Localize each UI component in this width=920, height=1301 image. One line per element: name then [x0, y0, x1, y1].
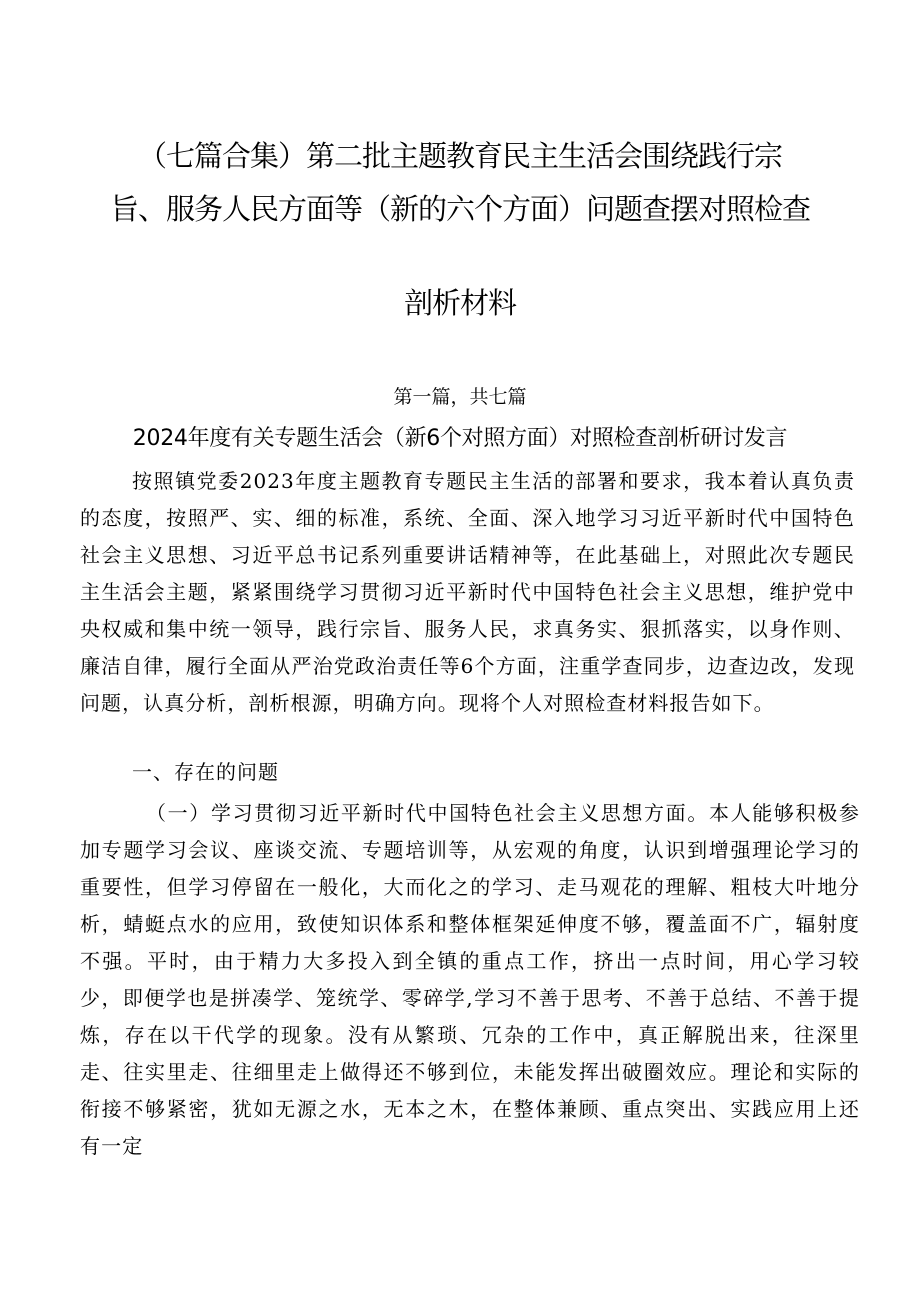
document-title-line-3: 剖析材料 [403, 286, 516, 320]
document-title-line-2: 旨、服务人民方面等（新的六个方面）问题查摆对照检查 [109, 192, 810, 226]
section-heading: 一、存在的问题 [132, 760, 279, 784]
intro-paragraph: 按照镇党委2023年度主题教育专题民主生活的部署和要求，我本着认真负责的态度，按照严、实、细的标准，系统、全面、深入地学习习近平新时代中国特色社会主义思想、习近平总书记系列重要讲话精神等，在此基础上，对照此次专题民主生活会主题，紧紧围绕学习贯彻习近平新时代中国特色社会主义思想，维护党中央权威和集中统一领导，践行宗旨、服务人民，求真务实、狠抓落实，以身作则、廉洁自律，履行全面从严治党政治责任等6个方面，注重学查同步，边查边改，发现问题，认真分析，剖析根源，明确方向。现将个人对照检查材料报告如下。 [80, 469, 855, 715]
part-heading: 2024年度有关专题生活会（新6个对照方面）对照检查剖析研讨发言 [132, 426, 788, 451]
section-paragraph: （一）学习贯彻习近平新时代中国特色社会主义思想方面。本人能够积极参加专题学习会议、座谈交流、专题培训等，从宏观的角度，认识到增强理论学习的重要性，但学习停留在一般化，大而化之的学习、走马观花的理解、粗枝大叶地分析，蜻蜓点水的应用，致使知识体系和整体框架延伸度不够，覆盖面不广，辐射度不强。平时，由于精力大多投入到全镇的重点工作，挤出一点时间，用心学习较少，即便学也是拼凑学、笼统学、零碎学,学习不善于思考、不善于总结、不善于提炼，存在以干代学的现象。没有从繁琐、冗杂的工作中，真正解脱出来，往深里走、往实里走、往细里走上做得还不够到位，未能发挥出破圈效应。理论和实际的衔接不够紧密，犹如无源之水，无本之木，在整体兼顾、重点突出、实践应用上还有一定 [80, 801, 860, 1158]
part-label: 第一篇，共七篇 [393, 386, 527, 408]
document-title-line-1: （七篇合集）第二批主题教育民主生活会围绕践行宗 [137, 139, 782, 173]
